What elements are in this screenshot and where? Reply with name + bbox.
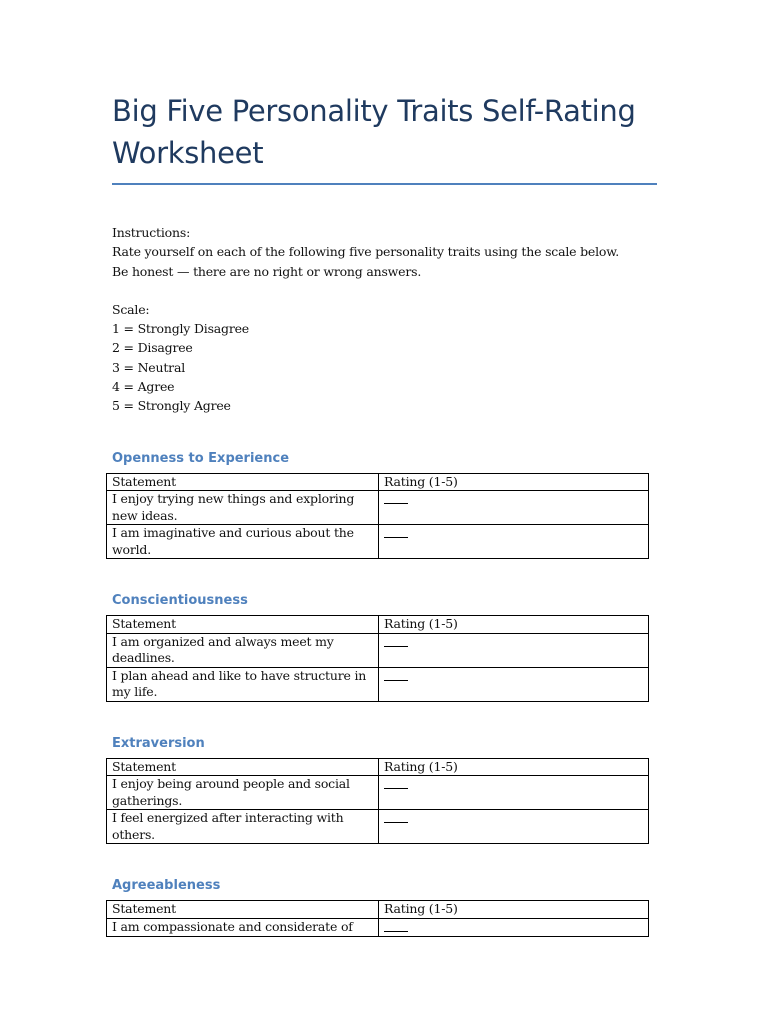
table-row xyxy=(107,667,649,701)
rating-cell[interactable] xyxy=(379,776,649,810)
title-line-2: Worksheet xyxy=(112,136,264,170)
section-heading: Openness to Experience xyxy=(112,450,290,466)
statement-line: I plan ahead and like to have structure in xyxy=(112,667,367,683)
worksheet-page xyxy=(112,90,657,937)
statement-line: I am organized and always meet my xyxy=(112,633,334,649)
scale-item-5: 5 = Strongly Agree xyxy=(112,398,231,414)
statement-cell xyxy=(107,810,379,844)
table-header-row xyxy=(107,901,649,919)
section-extraversion xyxy=(112,734,657,845)
section-heading: Conscientiousness xyxy=(112,593,248,609)
statement-line: my life. xyxy=(112,684,158,700)
rating-blank[interactable] xyxy=(384,525,408,538)
scale-item-4: 4 = Agree xyxy=(112,379,175,395)
rating-blank[interactable] xyxy=(384,776,408,789)
section-conscientiousness xyxy=(112,591,657,702)
statement-line: I enjoy trying new things and exploring xyxy=(112,491,355,507)
scale-item-3: 3 = Neutral xyxy=(112,359,186,375)
statement-cell xyxy=(107,525,379,559)
title-underline xyxy=(112,183,657,185)
rating-cell[interactable] xyxy=(379,491,649,525)
column-header-rating: Rating (1-5) xyxy=(379,758,649,776)
table-row xyxy=(107,776,649,810)
rating-blank[interactable] xyxy=(384,491,408,504)
section-agreeableness xyxy=(112,876,657,937)
table-row xyxy=(107,918,649,937)
scale-item-2: 2 = Disagree xyxy=(112,340,193,356)
statement-line: world. xyxy=(112,541,151,557)
instructions-line-2: Be honest — there are no right or wrong answers. xyxy=(112,263,422,279)
statement-line: new ideas. xyxy=(112,507,178,523)
rating-table xyxy=(106,615,649,702)
page-title xyxy=(112,90,657,174)
statement-line: I am compassionate and considerate of xyxy=(112,918,353,934)
section-heading: Extraversion xyxy=(112,735,205,751)
rating-table xyxy=(106,900,649,937)
statement-line: I enjoy being around people and social xyxy=(112,776,350,792)
table-row xyxy=(107,633,649,667)
statement-cell xyxy=(107,667,379,701)
statement-line: others. xyxy=(112,826,155,842)
statement-line: I am imaginative and curious about the xyxy=(112,525,354,541)
instructions-line-1: Rate yourself on each of the following five personality traits using the scale below. xyxy=(112,244,620,260)
rating-blank[interactable] xyxy=(384,810,408,823)
rating-table xyxy=(106,473,649,560)
section-openness xyxy=(112,449,657,560)
scale-block xyxy=(112,300,657,416)
table-row xyxy=(107,491,649,525)
scale-item-1: 1 = Strongly Disagree xyxy=(112,321,250,337)
column-header-statement: Statement xyxy=(107,758,379,776)
instructions-block xyxy=(112,223,657,416)
column-header-rating: Rating (1-5) xyxy=(379,901,649,919)
rating-cell[interactable] xyxy=(379,667,649,701)
column-header-statement: Statement xyxy=(107,616,379,634)
table-row xyxy=(107,810,649,844)
statement-cell xyxy=(107,633,379,667)
statement-line: gatherings. xyxy=(112,792,183,808)
rating-blank[interactable] xyxy=(384,634,408,647)
rating-table xyxy=(106,758,649,845)
table-row xyxy=(107,525,649,559)
table-header-row xyxy=(107,758,649,776)
column-header-statement: Statement xyxy=(107,901,379,919)
rating-blank[interactable] xyxy=(384,919,408,932)
title-line-1: Big Five Personality Traits Self-Rating xyxy=(112,94,636,128)
rating-cell[interactable] xyxy=(379,810,649,844)
column-header-rating: Rating (1-5) xyxy=(379,473,649,491)
rating-cell[interactable] xyxy=(379,918,649,937)
scale-label: Scale: xyxy=(112,301,150,317)
column-header-rating: Rating (1-5) xyxy=(379,616,649,634)
rating-cell[interactable] xyxy=(379,633,649,667)
column-header-statement: Statement xyxy=(107,473,379,491)
statement-cell xyxy=(107,918,379,937)
section-heading: Agreeableness xyxy=(112,878,221,894)
statement-line: I feel energized after interacting with xyxy=(112,810,344,826)
instructions-label: Instructions: xyxy=(112,225,191,240)
table-header-row xyxy=(107,473,649,491)
statement-cell xyxy=(107,776,379,810)
rating-blank[interactable] xyxy=(384,668,408,681)
statement-cell xyxy=(107,491,379,525)
table-header-row xyxy=(107,616,649,634)
statement-line: deadlines. xyxy=(112,650,175,666)
rating-cell[interactable] xyxy=(379,525,649,559)
